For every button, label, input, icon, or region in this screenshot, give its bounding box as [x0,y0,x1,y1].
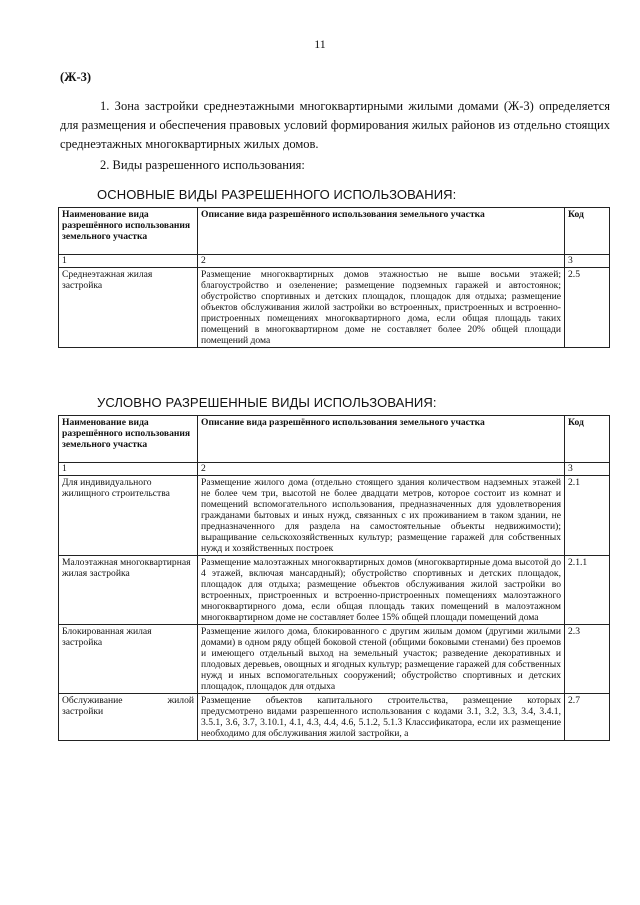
table-row [59,625,610,694]
permitted-uses-heading: 2. Виды разрешенного использования: [100,158,305,172]
use-code: 2.1.1 [565,556,610,625]
column-number: 2 [198,463,565,476]
column-number-row [59,255,610,268]
column-number: 1 [59,255,198,268]
header-name: Наименование вида разрешённого использования земельного участка [59,208,198,255]
header-code: Код [565,416,610,463]
use-description: Размещение многоквартирных домов этажностью не выше восьми этажей; благоустройство и озеленение; размещение подземных гаражей и автостоянок; обустройство спортивных и детских площадок, площадок для отдыха; размещение объектов обслуживания жилой застройки во встроенных, пристроенных и встроенно-пристроенных помещениях многоквартирного дома, если общая площадь таких помещений в многоквартирном доме не составляет более 20% общей площади помещений дома [198,268,565,348]
column-number: 1 [59,463,198,476]
conditional-uses-title: УСЛОВНО РАЗРЕШЕННЫЕ ВИДЫ ИСПОЛЬЗОВАНИЯ: [97,395,437,410]
column-number-row [59,463,610,476]
use-name: Обслуживание жилой застройки [59,694,198,741]
column-number: 3 [565,255,610,268]
table-row [59,694,610,741]
use-description: Размещение жилого дома, блокированного с другим жилым домом (другими жилыми домами) в одном ряду общей боковой стеной (общими боковыми стенами) без проемов и имеющего отдельный выход на земельный участок; разведение декоративных и плодовых деревьев, овощных и ягодных культур; размещение гаражей для собственных нужд и иных вспомогательных сооружений; обустройство спортивных и детских площадок, площадок для отдыха [198,625,565,694]
column-number: 3 [565,463,610,476]
header-description: Описание вида разрешённого использования земельного участка [198,208,565,255]
conditional-uses-table [58,415,610,741]
use-name: Малоэтажная многоквартирная жилая застройка [59,556,198,625]
main-uses-table [58,207,610,348]
use-description: Размещение жилого дома (отдельно стоящего здания количеством надземных этажей не более чем три, высотой не более двадцати метров, которое состоит из комнат и помещений вспомогательного использования, предназначенных для удовлетворения гражданами бытовых и иных нужд, связанных с их проживанием в таком здании, не предназначенного для раздела на самостоятельные объекты недвижимости); выращивание сельскохозяйственных культур; размещение гаражей для собственных нужд и хозяйственных построек [198,476,565,556]
column-number: 2 [198,255,565,268]
header-name: Наименование вида разрешённого использования земельного участка [59,416,198,463]
table-header-row [59,416,610,463]
header-description: Описание вида разрешённого использования земельного участка [198,416,565,463]
zone-description-paragraph: 1. Зона застройки среднеэтажными многоквартирными жилыми домами (Ж-3) определяется для размещения и обеспечения правовых условий формирования жилых районов из отдельно стоящих среднеэтажных многоквартирных жилых домов. [60,99,610,151]
table-header-row [59,208,610,255]
main-uses-title: ОСНОВНЫЕ ВИДЫ РАЗРЕШЕННОГО ИСПОЛЬЗОВАНИЯ: [97,187,457,202]
use-name: Блокированная жилая застройка [59,625,198,694]
header-code: Код [565,208,610,255]
table-row [59,268,610,348]
use-description: Размещение объектов капитального строительства, размещение которых предусмотрено видами разрешенного использования с кодами 3.1, 3.2, 3.3, 3.4, 3.4.1, 3.5.1, 3.6, 3.7, 3.10.1, 4.1, 4.3, 4.4, 4.6, 5.1.2, 5.1.3 Классификатора, если их размещение необходимо для обслуживания жилой застройки, а [198,694,565,741]
use-code: 2.1 [565,476,610,556]
page-number: 11 [314,37,326,51]
use-description: Размещение малоэтажных многоквартирных домов (многоквартирные дома высотой до 4 этажей, включая мансардный); обустройство спортивных и детских площадок, площадок для отдыха; размещение объектов обслуживания жилой застройки во встроенных, пристроенных и встроенно-пристроенных помещениях малоэтажного многоквартирного дома, если общая площадь таких помещений в малоэтажном многоквартирном доме не составляет более 15% общей площади помещений дома [198,556,565,625]
zone-code: (Ж-3) [60,70,92,84]
use-name: Среднеэтажная жилая застройка [59,268,198,348]
use-code: 2.5 [565,268,610,348]
use-code: 2.3 [565,625,610,694]
use-name: Для индивидуального жилищного строительства [59,476,198,556]
use-code: 2.7 [565,694,610,741]
table-row [59,556,610,625]
table-row [59,476,610,556]
